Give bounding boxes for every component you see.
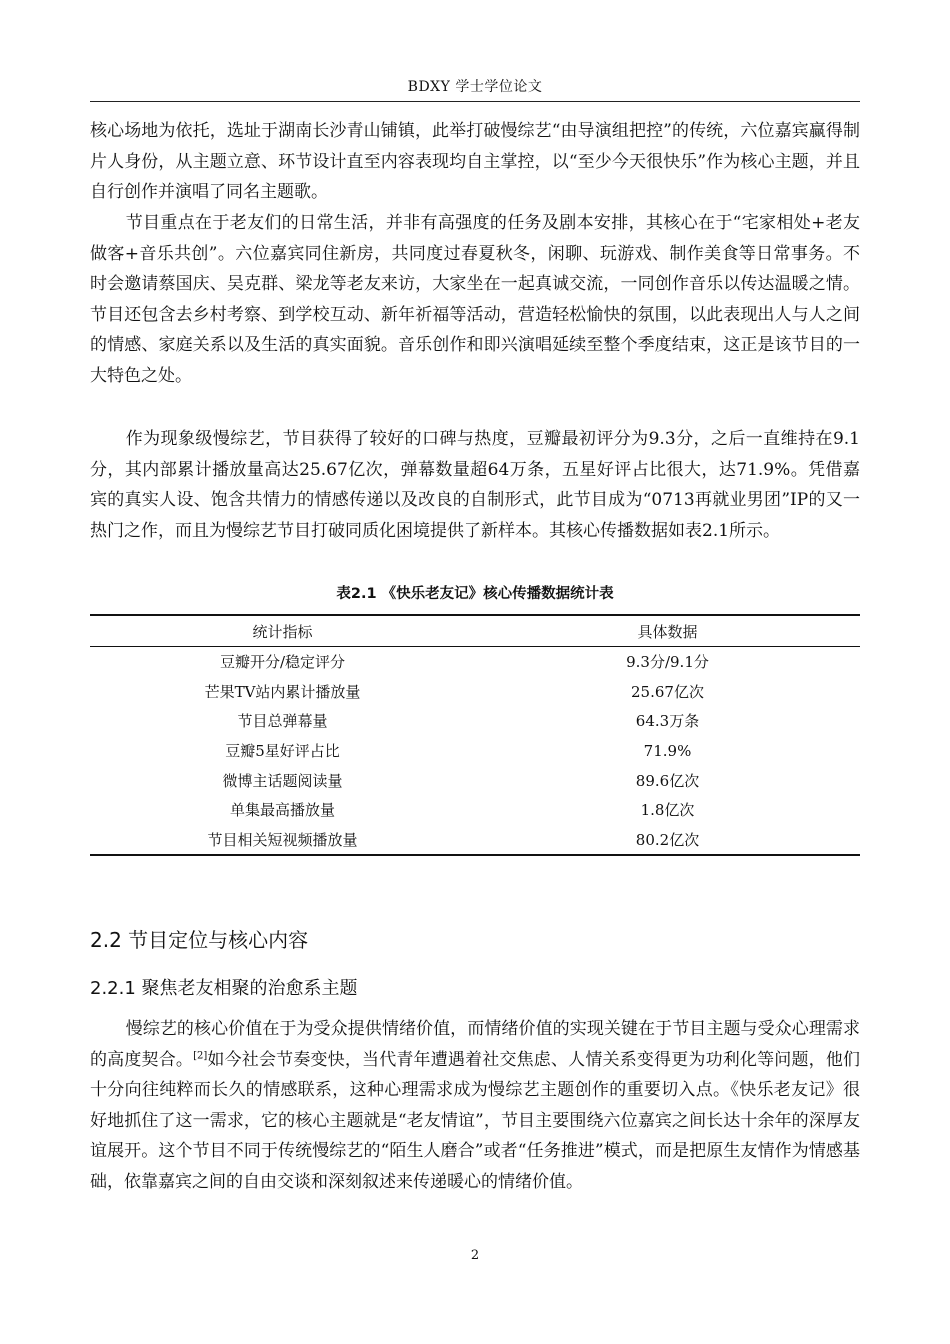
- table-header-metric: 统计指标: [90, 615, 475, 647]
- table-header-value: 具体数据: [475, 615, 860, 647]
- table-cell-metric: 单集最高播放量: [229, 801, 335, 820]
- table-cell-value: 80.2亿次: [475, 825, 860, 856]
- table-cell-metric: 豆瓣开分/稳定评分: [219, 653, 346, 672]
- table-cell-value: 9.3分/9.1分: [626, 653, 709, 672]
- table-caption: 表2.1 《快乐老友记》核心传播数据统计表: [336, 586, 614, 602]
- table-row: [90, 825, 860, 856]
- paragraph-4-text-a: 慢综艺的核心价值在于为受众提供情绪价值，而情绪价值的实现关键在于节目主题与受众心理需求的高度契合。: [90, 1019, 860, 1070]
- paragraph-4-text-b: 如今社会节奏变快，当代青年遭遇着社交焦虑、人情关系变得更为功利化等问题，他们十分向往纯粹而长久的情感联系，这种心理需求成为慢综艺主题创作的重要切入点。《快乐老友记》很好地抓住了这一需求，它的核心主题就是“老友情谊”，节目主要围绕六位嘉宾之间长达十余年的深厚友谊展开。这个节目不同于传统慢综艺的“陌生人磨合”或者“任务推进”模式，而是把原生友情作为情感基础，依靠嘉宾之间的自由交谈和深刻叙述来传递暖心的情绪价值。: [90, 1049, 861, 1192]
- table-row: [90, 736, 860, 766]
- table-cell-metric: 芒果TV站内累计播放量: [204, 682, 361, 701]
- table-row: [90, 795, 860, 825]
- table-cell-metric: 节目总弹幕量: [237, 712, 328, 731]
- paragraph-2: 节目重点在于老友们的日常生活，并非有高强度的任务及剧本安排，其核心在于“宅家相处+老友做客+音乐共创”。六位嘉宾同住新房，共同度过春夏秋冬，闲聊、玩游戏、制作美食等日常事务。不时会邀请蔡国庆、吴克群、梁龙等老友来访，大家坐在一起真诚交流，一同创作音乐以传达温暖之情。节目还包含去乡村考察、到学校互动、新年祈福等活动，营造轻松愉快的氛围，以此表现出人与人之间的情感、家庭关系以及生活的真实面貌。音乐创作和即兴演唱延续至整个季度结束，这正是该节目的一大特色之处。: [90, 213, 860, 386]
- header-rule: [90, 101, 860, 102]
- data-table: [90, 614, 860, 856]
- subsection-heading: 2.2.1 聚焦老友相聚的治愈系主题: [90, 978, 358, 999]
- table-cell-value: 1.8亿次: [640, 801, 695, 820]
- table-cell-value: 71.9%: [643, 741, 692, 760]
- section-heading: 2.2 节目定位与核心内容: [90, 928, 309, 952]
- running-header: BDXY 学士学位论文: [407, 79, 543, 95]
- table-cell-value: 25.67亿次: [631, 682, 704, 701]
- table-row: [90, 765, 860, 795]
- table-cell-value: 89.6亿次: [635, 771, 700, 790]
- table-row: [90, 677, 860, 707]
- table-cell-metric: 微博主话题阅读量: [222, 771, 343, 790]
- table-cell-value: 64.3万条: [635, 712, 700, 731]
- table-cell-metric: 节目相关短视频播放量: [90, 825, 475, 856]
- table-row: [90, 706, 860, 736]
- paragraph-4: [90, 1014, 860, 1197]
- citation-ref[interactable]: [2]: [193, 1049, 208, 1061]
- page-number: 2: [470, 1248, 480, 1263]
- table-cell-metric: 豆瓣5星好评占比: [225, 742, 340, 761]
- paragraph-1: 核心场地为依托，选址于湖南长沙青山铺镇，此举打破慢综艺“由导演组把控”的传统，六位嘉宾赢得制片人身份，从主题立意、环节设计直至内容表现均自主掌控，以“至少今天很快乐”作为核心主题，并且自行创作并演唱了同名主题歌。: [90, 121, 860, 202]
- paragraph-3: 作为现象级慢综艺，节目获得了较好的口碑与热度，豆瓣最初评分为9.3分，之后一直维持在9.1分，其内部累计播放量高达25.67亿次，弹幕数量超64万条，五星好评占比很大，达71.9%。凭借嘉宾的真实人设、饱含共情力的情感传递以及改良的自制形式，此节目成为“0713再就业男团”IP的又一热门之作，而且为慢综艺节目打破同质化困境提供了新样本。其核心传播数据如表2.1所示。: [90, 429, 860, 541]
- table-header-row: [90, 615, 860, 647]
- table-row: [90, 647, 860, 677]
